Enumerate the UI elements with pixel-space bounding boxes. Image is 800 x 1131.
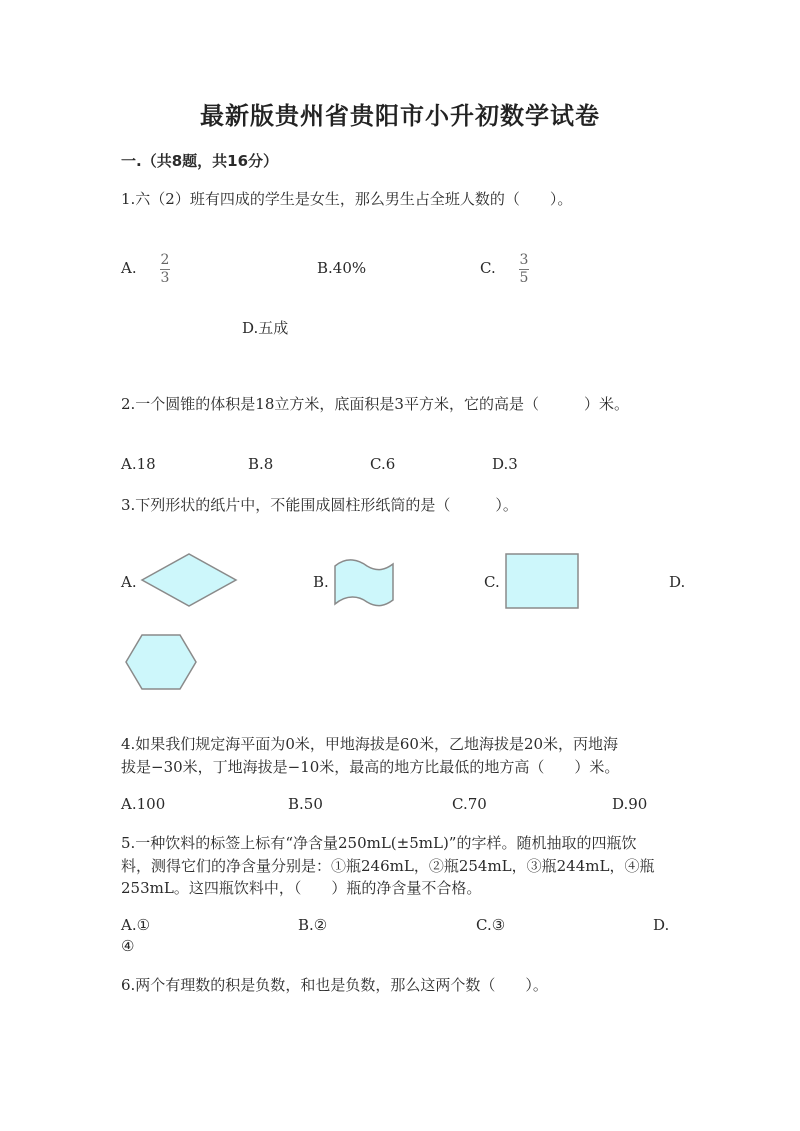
q1-option-a-label: A. — [121, 259, 137, 277]
q4-option-d: D.90 — [612, 795, 648, 813]
q2-option-d: D.3 — [492, 455, 518, 473]
q1-option-c — [480, 258, 496, 278]
q1-option-d: D.五成 — [242, 319, 289, 337]
q1-option-b: B.40% — [317, 259, 367, 277]
question-4-line-1: 4.如果我们规定海平面为0米，甲地海拔是60米，乙地海拔是20米，丙地海 — [121, 735, 619, 753]
question-1: 1.六（2）班有四成的学生是女生，那么男生占全班人数的（ ）。 — [121, 190, 573, 208]
q3-option-c-label: C. — [484, 573, 500, 591]
q1-option-c-label: C. — [480, 259, 496, 277]
q1-option-a — [121, 258, 137, 278]
q2-option-c: C.6 — [370, 455, 396, 473]
question-5-line-2: 料，测得它们的净含量分别是：①瓶246mL，②瓶254mL，③瓶244mL，④瓶 — [121, 857, 655, 875]
question-2: 2.一个圆锥的体积是18立方米，底面积是3平方米，它的高是（ ）米。 — [121, 395, 629, 413]
q5-option-c: C.③ — [476, 916, 506, 934]
question-5-line-1: 5.一种饮料的标签上标有“净含量250mL(±5mL)”的字样。随机抽取的四瓶饮 — [121, 834, 637, 852]
q4-option-c: C.70 — [452, 795, 487, 813]
q4-option-b: B.50 — [288, 795, 323, 813]
question-6: 6.两个有理数的积是负数，和也是负数，那么这两个数（ ）。 — [121, 976, 548, 994]
q3-option-a-label: A. — [121, 573, 137, 591]
question-3: 3.下列形状的纸片中，不能围成圆柱形纸筒的是（ ）。 — [121, 496, 518, 514]
question-5-line-3: 253mL。这四瓶饮料中，（ ）瓶的净含量不合格。 — [121, 879, 482, 897]
fraction-numerator: 2 — [160, 252, 170, 268]
q3-rhombus-shape — [140, 552, 238, 608]
q1-option-a-fraction — [160, 253, 170, 286]
question-4-line-2: 拔是−30米，丁地海拔是−10米，最高的地方比最低的地方高（ ）米。 — [121, 758, 620, 776]
q5-option-d-value: ④ — [121, 937, 135, 955]
q5-option-a: A.① — [121, 916, 151, 934]
q3-option-b-label: B. — [313, 573, 329, 591]
q4-option-a: A.100 — [121, 795, 166, 813]
fraction-numerator: 3 — [519, 252, 529, 268]
section-heading: 一.（共8题，共16分） — [121, 152, 279, 170]
q2-option-b: B.8 — [248, 455, 274, 473]
q3-rectangle-shape — [505, 553, 579, 609]
q5-option-b: B.② — [298, 916, 328, 934]
fraction-denominator: 5 — [519, 270, 529, 286]
page-title: 最新版贵州省贵阳市小升初数学试卷 — [200, 102, 600, 130]
fraction-denominator: 3 — [160, 270, 170, 286]
q3-wavy-rectangle-shape — [331, 558, 397, 608]
q5-option-d: D. — [653, 916, 670, 934]
q1-option-c-fraction — [519, 253, 529, 286]
q3-option-d-label: D. — [669, 573, 686, 591]
q2-option-a: A.18 — [121, 455, 156, 473]
q3-hexagon-shape — [124, 633, 198, 691]
